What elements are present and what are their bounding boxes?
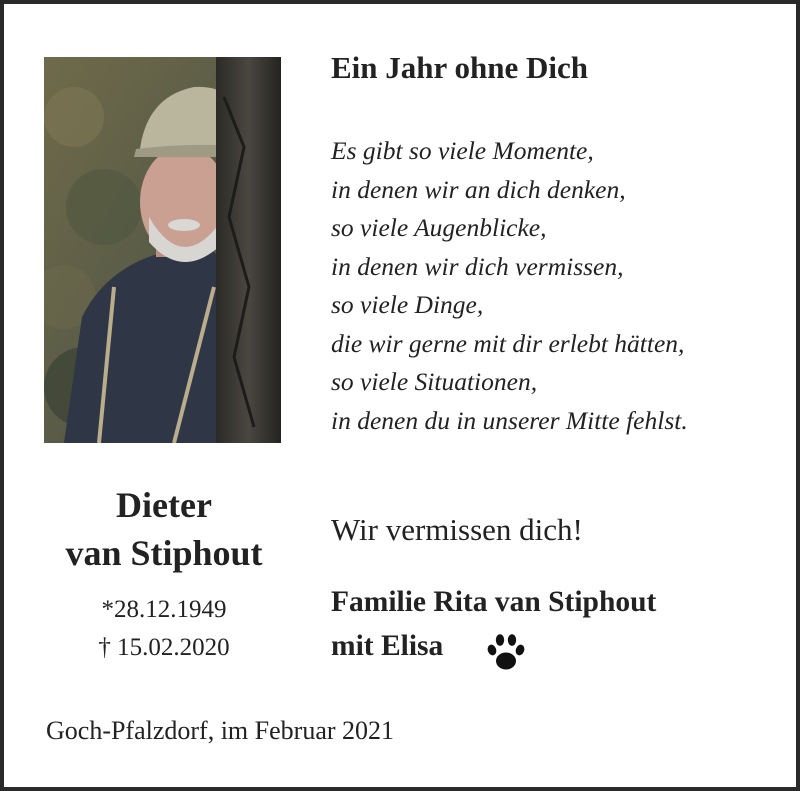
paw-print-icon xyxy=(484,631,528,675)
place-and-date: Goch-Pfalzdorf, im Februar 2021 xyxy=(46,716,395,745)
deceased-last-name: van Stiphout xyxy=(65,533,263,573)
poem-line: Es gibt so viele Momente, xyxy=(331,136,594,165)
poem xyxy=(331,132,688,440)
poem-line: in denen du in unserer Mitte fehlst. xyxy=(331,405,688,435)
poem-line: so viele Augenblicke, xyxy=(331,213,547,242)
deceased-first-name: Dieter xyxy=(116,485,212,525)
poem-line: die wir gerne mit dir erlebt hätten, xyxy=(331,328,685,358)
portrait-photo xyxy=(44,57,281,443)
family-line-2: mit Elisa xyxy=(331,630,444,662)
poem-line: so viele Dinge, xyxy=(331,290,484,319)
birth-date: *28.12.1949 xyxy=(101,596,227,623)
poem-line: so viele Situationen, xyxy=(331,367,538,396)
death-date: † 15.02.2020 xyxy=(98,634,230,661)
poem-line: in denen wir an dich denken, xyxy=(331,174,626,204)
headline: Ein Jahr ohne Dich xyxy=(331,50,588,85)
poem-line: in denen wir dich vermissen, xyxy=(331,251,624,281)
family-line-1: Familie Rita van Stiphout xyxy=(331,586,657,618)
farewell-message: Wir vermissen dich! xyxy=(331,512,583,547)
